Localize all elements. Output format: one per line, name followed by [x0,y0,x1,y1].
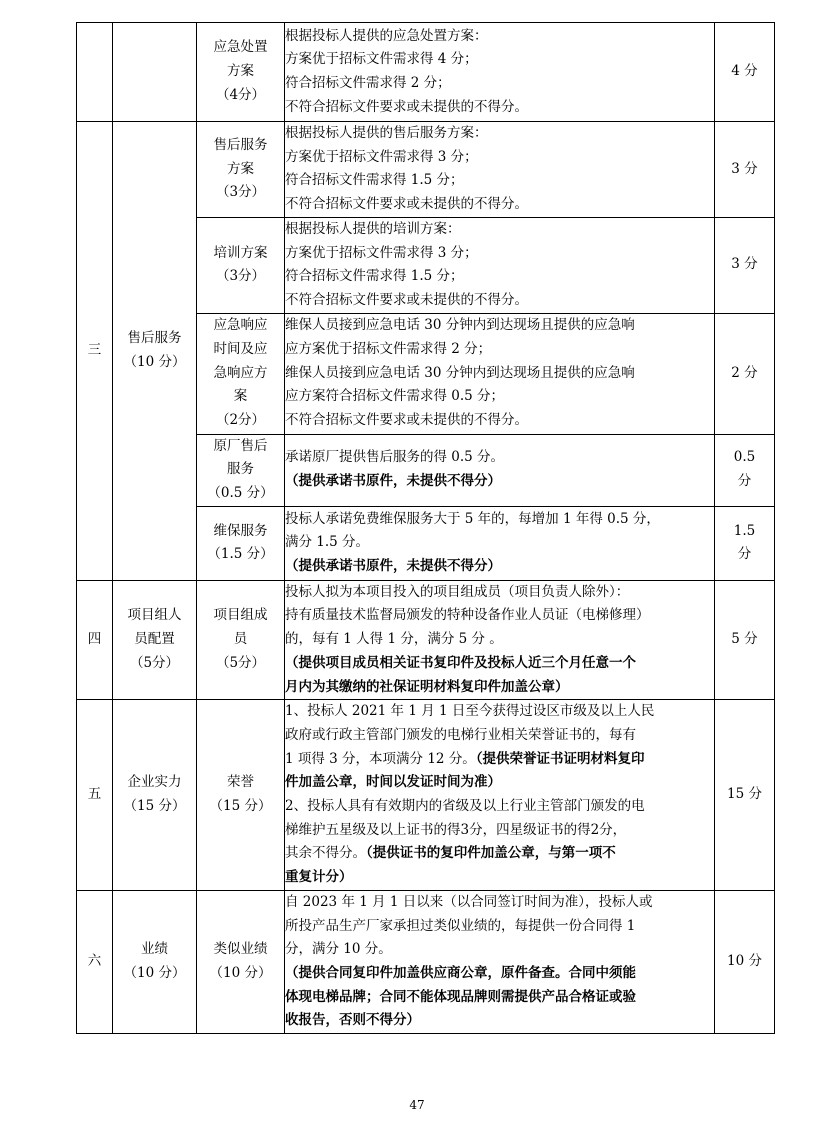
category-cell [113,580,197,700]
standard-line: 符合招标文件需求得 1.5 分； [285,172,464,189]
points-cell [715,890,775,1033]
category-label-line: （10 分） [123,353,186,370]
standard-line: 体现电梯品牌；合同不能体现品牌则需提供产品合格证或验 [285,988,636,1005]
standard-line: 不符合招标文件要求或未提供的不得分。 [285,291,528,308]
standard-line: 投标人拟为本项目投入的项目组成员（项目负责人除外）： [285,583,630,600]
standard-line: 满分 1.5 分。 [285,534,370,551]
standard-line: 投标人承诺免费维保服务大于 5 年的，每增加 1 年得 0.5 分， [285,510,660,527]
table-row [77,122,775,218]
category-label-line: 企业实力 [127,774,182,791]
points-label-line: 4 分 [731,63,758,80]
item-label-line: 类似业绩 [213,941,268,958]
item-label-line: 售后服务 [213,136,268,153]
standard-line: 应方案优于招标文件需求得 2 分； [285,341,492,358]
table-row [77,23,775,122]
item-label-line: （2分） [215,412,266,429]
standard-cell [285,506,715,580]
points-cell [715,23,775,122]
category-cell [113,890,197,1033]
category-cell [113,23,197,122]
standard-line: 月内为其缴纳的社保证明材料复印件加盖公章） [285,678,569,695]
standard-line: 符合招标文件需求得 1.5 分； [285,268,464,285]
item-cell [197,890,285,1033]
item-label-line: 原厂售后 [213,437,268,454]
item-label-line: 培训方案 [213,244,268,261]
item-cell [197,580,285,700]
points-cell [715,313,775,434]
item-cell [197,700,285,891]
page-number: 47 [409,1098,425,1112]
item-label-line: 员 [233,631,248,648]
standard-line: 分，满分 10 分。 [285,941,392,958]
section-number-cell [77,580,113,700]
points-label-line: 3 分 [731,256,758,273]
table-row [77,890,775,1033]
section-number-cell [77,700,113,891]
points-label-line: 0.5 [733,449,756,466]
category-label-line: （5分） [129,654,180,671]
points-cell [715,122,775,218]
points-label-line: 2 分 [731,364,758,381]
standard-cell [285,890,715,1033]
standard-cell [285,434,715,506]
standard-line: 应方案符合招标文件需求得 0.5 分； [285,388,505,405]
standard-line: 根据投标人提供的售后服务方案： [285,125,488,141]
category-label-line: 售后服务 [127,330,182,347]
standard-cell [285,580,715,700]
category-label-line: 员配置 [134,631,175,648]
points-label-line: 15 分 [727,786,762,803]
standard-line: 的，每有 1 人得 1 分，满分 5 分 。 [285,631,503,648]
points-label-line: 分 [737,473,752,490]
section-number-cell [77,890,113,1033]
standard-line: 不符合招标文件要求或未提供的不得分。 [285,412,528,429]
item-label-line: 时间及应 [213,341,268,358]
table-row [77,700,775,891]
item-cell [197,313,285,434]
standard-line: （提供承诺书原件，未提供不得分） [285,558,501,575]
category-label-line: 业绩 [141,941,168,958]
standard-line: 维保人员接到应急电话 30 分钟内到达现场且提供的应急响 [285,317,635,334]
standard-line: （提供合同复印件加盖供应商公章，原件备查。合同中须能 [285,964,636,981]
item-label-line: （10 分） [209,964,272,981]
standard-line: 方案优于招标文件需求得 4 分； [285,51,478,68]
standard-line: 方案优于招标文件需求得 3 分； [285,148,478,165]
standard-line: 自 2023 年 1 月 1 日以来（以合同签订时间为准），投标人或 [285,893,653,910]
standard-line: 不符合招标文件要求或未提供的不得分。 [285,196,528,213]
standard-line: 件加盖公章，时间以发证时间为准） [285,774,501,791]
standard-line: 方案优于招标文件需求得 3 分； [285,244,478,261]
item-label-line: 维保服务 [213,522,268,539]
item-label-line: 项目组成 [213,607,268,624]
standard-cell [285,700,715,891]
category-cell [113,700,197,891]
points-cell [715,434,775,506]
category-cell [113,122,197,581]
points-label-line: 5 分 [731,631,758,648]
item-label-line: 急响应方 [213,364,268,381]
item-label-line: （0.5 分） [207,485,274,502]
scoring-table-body [77,23,775,1034]
standard-line: （提供承诺书原件，未提供不得分） [285,473,501,490]
points-label-line: 3 分 [731,160,758,177]
item-label-line: （3分） [215,184,266,201]
item-cell [197,506,285,580]
standard-line: 承诺原厂提供售后服务的得 0.5 分。 [285,449,505,466]
item-label-line: （4分） [215,86,266,103]
standard-line: 根据投标人提供的培训方案： [285,220,461,237]
points-cell [715,217,775,313]
section-number: 六 [87,953,102,970]
standard-line: 重复计分） [285,869,353,886]
item-label-line: 荣誉 [227,774,254,791]
standard-line: 符合招标文件需求得 2 分； [285,75,451,91]
section-number: 四 [87,631,102,648]
item-cell [197,122,285,218]
item-label-line: 案 [233,388,248,405]
standard-line: 政府或行政主管部门颁发的电梯行业相关荣誉证书的，每有 [285,726,636,743]
section-number-cell [77,23,113,122]
item-label-line: 方案 [227,160,254,177]
points-label-line: 10 分 [727,953,762,970]
category-label-line: （15 分） [123,798,186,815]
standard-line: 1 项得 3 分，本项满分 12 分。（提供荣誉证书证明材料复印 [285,750,645,767]
category-label-line: 项目组人 [127,607,182,624]
item-label-line: 服务 [227,461,254,478]
standard-cell [285,217,715,313]
standard-line: 其余不得分。（提供证书的复印件加盖公章，与第一项不 [285,845,616,862]
item-cell [197,434,285,506]
item-cell [197,23,285,122]
standard-line: 1、投标人 2021 年 1 月 1 日至今获得过设区市级及以上人民 [285,703,655,720]
points-cell [715,580,775,700]
item-label-line: （1.5 分） [207,546,274,563]
section-number: 五 [87,786,102,803]
points-cell [715,506,775,580]
scoring-table [76,22,775,1034]
section-number-cell [77,122,113,581]
standard-line: 根据投标人提供的应急处置方案： [285,27,488,44]
item-cell [197,217,285,313]
item-label-line: 方案 [227,63,254,80]
standard-line: 维保人员接到应急电话 30 分钟内到达现场且提供的应急响 [285,364,635,381]
section-number: 三 [87,342,102,359]
item-label-line: 应急响应 [213,317,268,334]
standard-line: 收报告，否则不得分） [285,1012,420,1029]
standard-cell [285,122,715,218]
points-label-line: 1.5 [733,522,756,539]
table-row [77,580,775,700]
item-label-line: （5分） [215,654,266,671]
points-label-line: 分 [737,546,752,563]
standard-line: 所投产品生产厂家承担过类似业绩的，每提供一份合同得 1 [285,917,636,934]
item-label-line: 应急处置 [213,39,268,56]
standard-cell [285,23,715,122]
item-label-line: （15 分） [209,798,272,815]
standard-line: 梯维护五星级及以上证书的得3分，四星级证书的得2分， [285,821,627,838]
standard-line: 持有质量技术监督局颁发的特种设备作业人员证（电梯修理） [285,607,650,624]
standard-line: （提供项目成员相关证书复印件及投标人近三个月任意一个 [285,654,636,671]
standard-line: 2、投标人具有有效期内的省级及以上行业主管部门颁发的电 [285,798,645,815]
standard-cell [285,313,715,434]
standard-line: 不符合招标文件要求或未提供的不得分。 [285,98,528,115]
category-label-line: （10 分） [123,964,186,981]
item-label-line: （3分） [215,268,266,285]
points-cell [715,700,775,891]
